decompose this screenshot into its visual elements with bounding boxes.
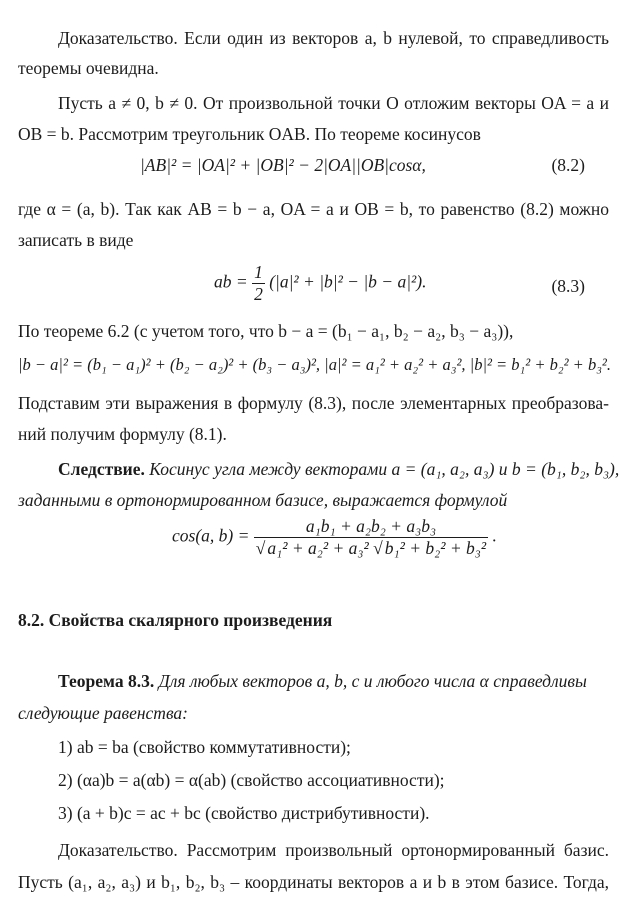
fraction-one-half xyxy=(252,262,265,305)
sqrt-a: a₁² + a₂² + a₃² xyxy=(267,538,369,558)
theorem-label: Теорема 8.3. xyxy=(58,671,155,691)
corollary-line-2: заданными в ортонормированном базисе, выражается формулой xyxy=(18,490,508,510)
theorem-text-1: Для любых векторов a, b, c и любого числа α справедливы xyxy=(158,671,587,691)
cosine-end: . xyxy=(492,525,497,546)
text-line-10: ний получим формулу (8.1). xyxy=(18,424,227,444)
text-line-12: Пусть (a₁, a₂, a₃) и b₁, b₂, b₃ – координаты векторов a и b в этом базисе. Тогда, xyxy=(18,872,609,892)
equation-number-8-3: (8.3) xyxy=(551,276,585,296)
equation-8-2: |AB|² = |OA|² + |OB|² − 2|OA||OB|cosα, xyxy=(140,155,426,175)
property-2: 2) (αa)b = a(αb) = α(ab) (свойство ассоциативности); xyxy=(58,770,445,790)
fraction-denominator: 2 xyxy=(254,284,263,304)
text-line-7: По теореме 6.2 (с учетом того, что b − a = (b₁ − a₁, b₂ − a₂, b₃ − a₃)), xyxy=(18,321,514,341)
text-line-2: теоремы очевидна. xyxy=(18,58,159,78)
theorem-line-2: следующие равенства: xyxy=(18,703,189,723)
cosine-fraction xyxy=(254,516,488,559)
corollary-line-1 xyxy=(18,459,620,480)
cosine-numerator: a₁b₁ + a₂b₂ + a₃b₃ xyxy=(254,516,488,538)
formula-line-8: |b − a|² = (b₁ − a₁)² + (b₂ − a₂)² + (b₃ − a₃)², |a|² = a₁² + a₂² + a₃², |b|² = b₁² + b₂² + b₃². xyxy=(18,355,612,374)
cosine-left: cos(a, b) = xyxy=(172,525,250,546)
equation-8-3-left: ab = xyxy=(214,271,248,292)
equation-number-8-2: (8.2) xyxy=(551,155,585,175)
text-line-9: Подставим эти выражения в формулу (8.3), после элементарных преобразова- xyxy=(18,393,609,413)
property-3: 3) (a + b)c = ac + bc (свойство дистрибутивности). xyxy=(58,803,430,823)
fraction-numerator: 1 xyxy=(254,262,263,282)
corollary-label: Следствие. xyxy=(58,459,145,479)
text-line-3: Пусть a ≠ 0, b ≠ 0. От произвольной точки O отложим векторы OA = a и xyxy=(58,93,609,113)
text-line-5: где α = (a, b). Так как AB = b − a, OA = a и OB = b, то равенство (8.2) можно xyxy=(18,199,609,219)
text-line-11: Доказательство. Рассмотрим произвольный ортонормированный базис. xyxy=(58,840,609,860)
text-line-6: записать в виде xyxy=(18,230,134,250)
equation-cosine xyxy=(172,516,497,559)
section-heading: 8.2. Свойства скалярного произведения xyxy=(18,610,333,630)
corollary-text-1: Косинус угла между векторами a = (a₁, a₂, a₃) и b = (b₁, b₂, b₃), xyxy=(149,459,620,479)
text-line-1: Доказательство. Если один из векторов a, b нулевой, то справедливость xyxy=(58,28,609,48)
equation-8-3-right: (|a|² + |b|² − |b − a|²). xyxy=(269,271,427,292)
sqrt-b: b₁² + b₂² + b₃² xyxy=(384,538,487,558)
text-line-4: OB = b. Рассмотрим треугольник OAB. По теореме косинусов xyxy=(18,124,481,144)
theorem-line-1 xyxy=(18,671,609,692)
property-1: 1) ab = ba (свойство коммутативности); xyxy=(58,737,351,757)
cosine-denominator: √ a₁² + a₂² + a₃² √ b₁² + b₂² + b₃² xyxy=(255,538,487,558)
equation-8-3 xyxy=(214,262,427,305)
